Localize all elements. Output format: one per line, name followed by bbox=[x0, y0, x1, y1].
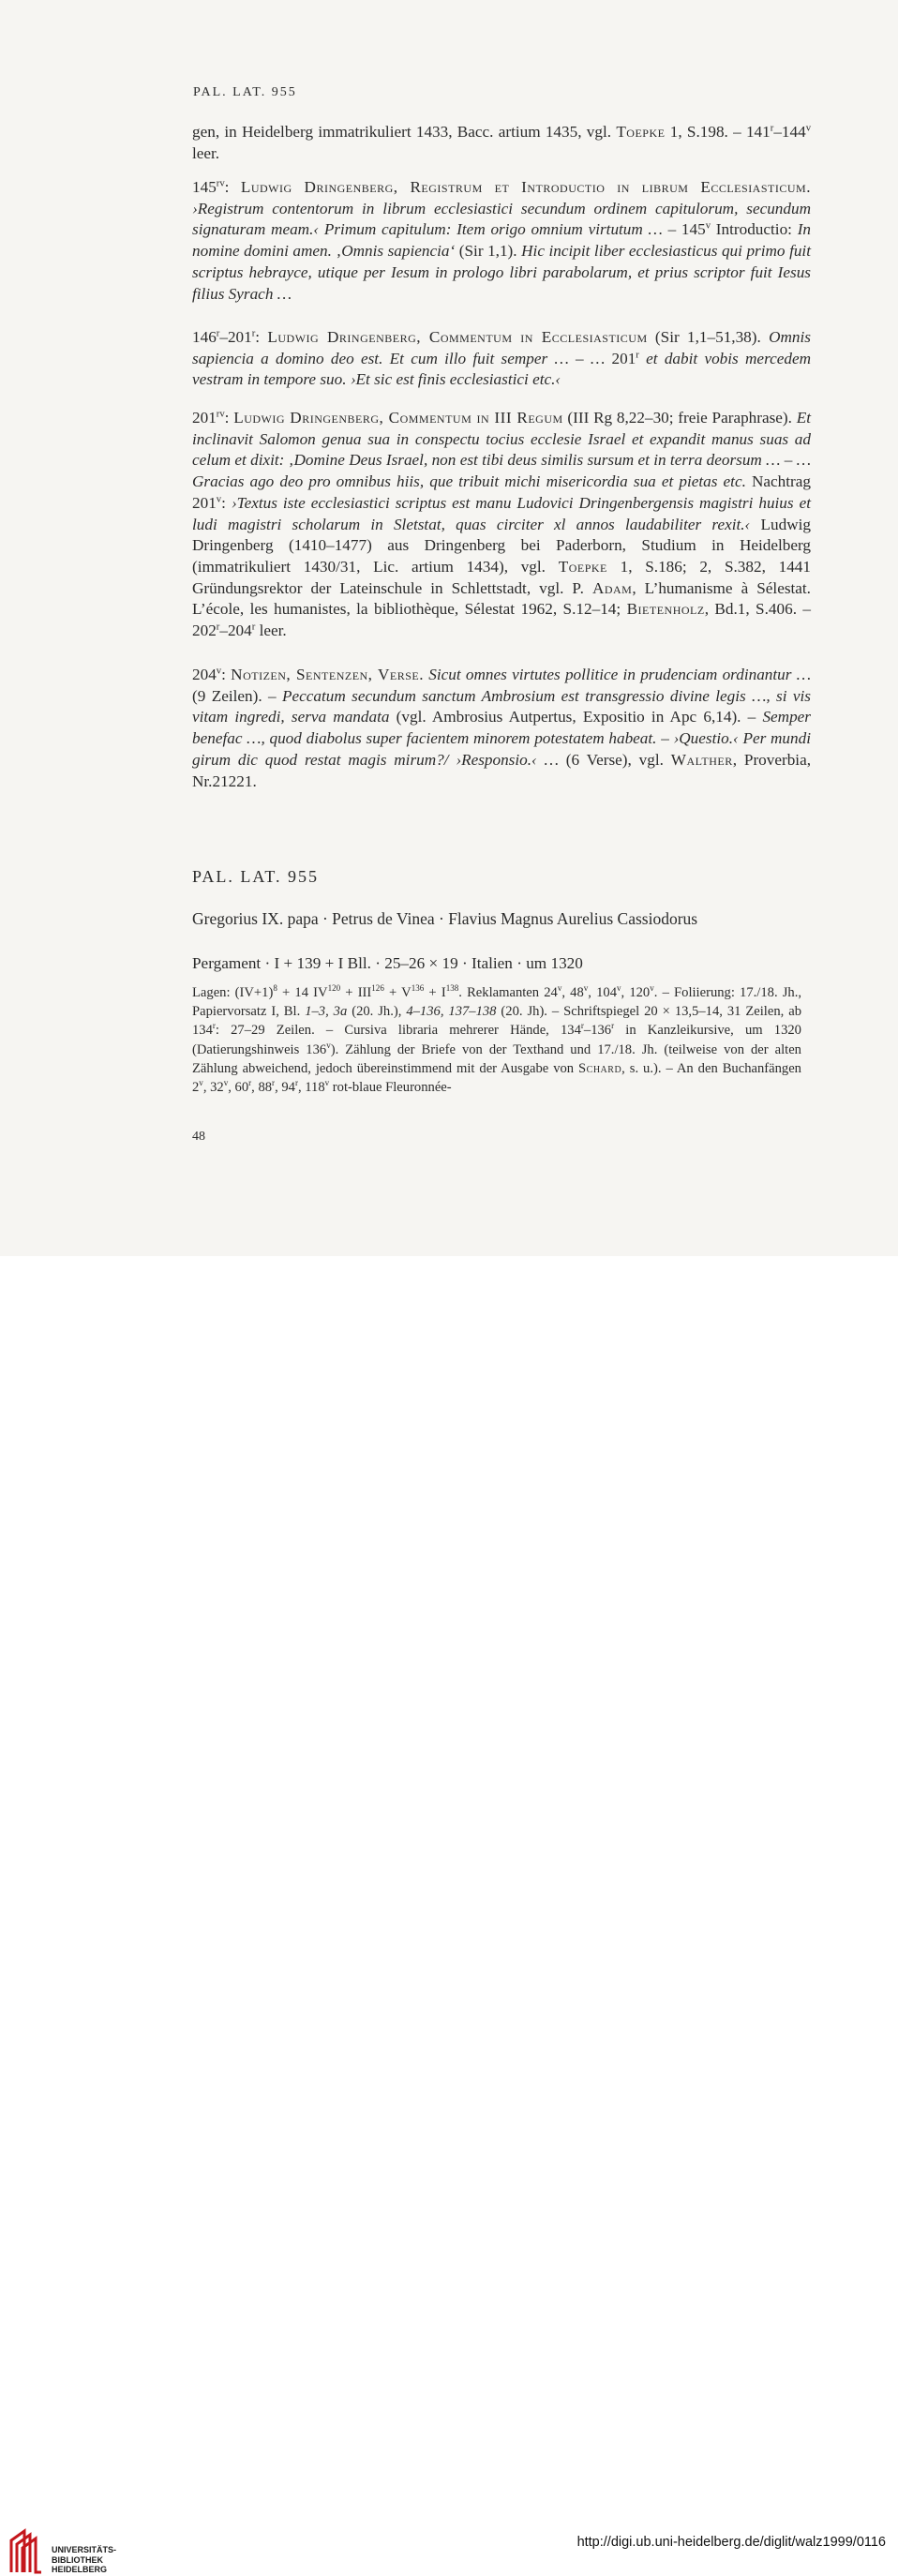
library-name bbox=[52, 2545, 116, 2575]
manuscript-meta: Pergament · I + 139 + I Bll. · 25–26 × 19 · Italien · um 1320 bbox=[192, 954, 583, 972]
paragraph-continuation: gen, in Heidelberg immatrikuliert 1433, Bacc. artium 1435, vgl. Toepke 1, S.198. – 141$^r$–144$^v$ leer. bbox=[192, 123, 812, 162]
section-heading: PAL. LAT. 955 bbox=[192, 867, 320, 886]
library-name-line-3: HEIDELBERG bbox=[52, 2565, 108, 2574]
running-head: PAL. LAT. 955 bbox=[193, 85, 297, 99]
library-name-line-2: BIBLIOTHEK bbox=[52, 2554, 103, 2565]
viewer-footer bbox=[0, 1256, 898, 2574]
entry-204: 204$^v$: Notizen, Sentenzen, Verse. Sicut omnes virtutes pollitice in prudenciam ordinantur … (9 Zeilen). – Peccatum secundum sanctum Ambrosium est transgressio divine legis …, si vis vitam ingredi, serva mandata (vgl. Ambrosius Autpertus, Expositio in Apc 6,14). – Semper benefac …, quod diabolus super facientem minorem potestatem habeat. – ›Questio.‹ Per mundi girum dic quod restat magis mirum?/ ›Responsio.‹ … (6 Verse), vgl. Walther, Proverbia, Nr.21221. bbox=[192, 666, 811, 790]
codicology-paragraph: Lagen: $(IV+1)^8 + 14$ $IV^{120} + III^{126} + V^{136} + I^{138}$. Reklamanten 24$^v$, 48$^v$, 104$^v$, 120$^v$. – Foliierung: 17./18. Jh., Papiervorsatz I, Bl. 1–3, 3a (20. Jh.), 4–136, 137–138 (20. Jh). – Schriftspiegel 20 × 13,5–14, 31 Zeilen, ab 134$^r$: 27–29 Zeilen. – Cursiva libraria mehrerer Hände, 134$^r$–136$^r$ in Kanzleikursive, um 1320 (Datierungshinweis 136$^v$). Zählung der Briefe von der Texthand und 17./18. Jh. (teilweise von der alten Zählung abweichend, jedoch übereinstimmend mit der Ausgabe von Schard, s. u.). – An den Buchanfängen 2$^v$, 32$^v$, 60$^r$, 88$^r$, 94$^r$, 118$^v$ rot-blaue Fleuronnée- bbox=[192, 983, 802, 1096]
manuscript-title: Gregorius IX. papa · Petrus de Vinea · Flavius Magnus Aurelius Cassiodorus bbox=[192, 909, 698, 928]
entry-201: $201^{rv}$: Ludwig Dringenberg, Commentum in III Regum (III Rg 8,22–30; freie Paraphrase). Et inclinavit Salomon genua sua in conspectu tocius ecclesie Israel et expandit manus suas ad celum et dixit: ‚Domine Deus Israel, non est tibi deus similis sursum et in terra deorsum … – … Gracias ago deo pro omnibus hiis, que tribuit michi misericordia sua et pietas etc. Nachtrag 201$^v$: ›Textus iste ecclesiastici scriptus est manu Ludovici Dringenbergensis magistri huius et ludi magistri scholarum in Sletstat, quas circiter xl annos laudabiliter rexit.‹ Ludwig Dringenberg (1410–1477) aus Dringenberg bei Paderborn, Studium in Heidelberg (immatrikuliert 1430/31, Lic. artium 1434), vgl. Toepke 1, S.186; 2, S.382, 1441 Gründungsrektor der Lateinschule in Schlettstadt, vgl. P. Adam, L’humanisme à Sélestat. L’école, les humanistes, la bibliothèque, Sélestat 1962, S.12–14; Bietenholz, Bd.1, S.406. – 202$^r$–204$^r$ leer. bbox=[192, 409, 812, 640]
ub-heidelberg-logo-icon bbox=[7, 2527, 45, 2576]
page-number: 48 bbox=[192, 1130, 205, 1144]
page-url-link[interactable]: http://digi.ub.uni-heidelberg.de/diglit/walz1999/0116 bbox=[576, 2535, 886, 2550]
entry-146: 146$^r$–201$^r$: Ludwig Dringenberg, Commentum in Ecclesiasticum (Sir 1,1–51,38). Omnis sapiencia a domino deo est. Et cum illo fuit semper … – … 201$^r$ et dabit vobis mercedem vestram in tempore suo. ›Et sic est finis ecclesiastici etc.‹ bbox=[192, 328, 812, 389]
document-page bbox=[0, 0, 898, 1256]
library-name-line-1: UNIVERSITÄTS- bbox=[52, 2545, 117, 2554]
entry-145: $145^{rv}$: Ludwig Dringenberg, Registrum et Introductio in librum Ecclesiasticum. ›Registrum contentorum in librum ecclesiastici secundum ordinem capitulorum, secundum signaturam meam.‹ Primum capitulum: Item origo omnium virtutum … – 145$^v$ Introductio: In nomine domini amen. ‚Omnis sapiencia‘ (Sir 1,1). Hic incipit liber ecclesiasticus qui primo fuit scriptus hebrayce, utique per Iesum in prologo libri parabolarum, et prius scriptor fuit Iesus filius Syrach … bbox=[192, 178, 812, 303]
